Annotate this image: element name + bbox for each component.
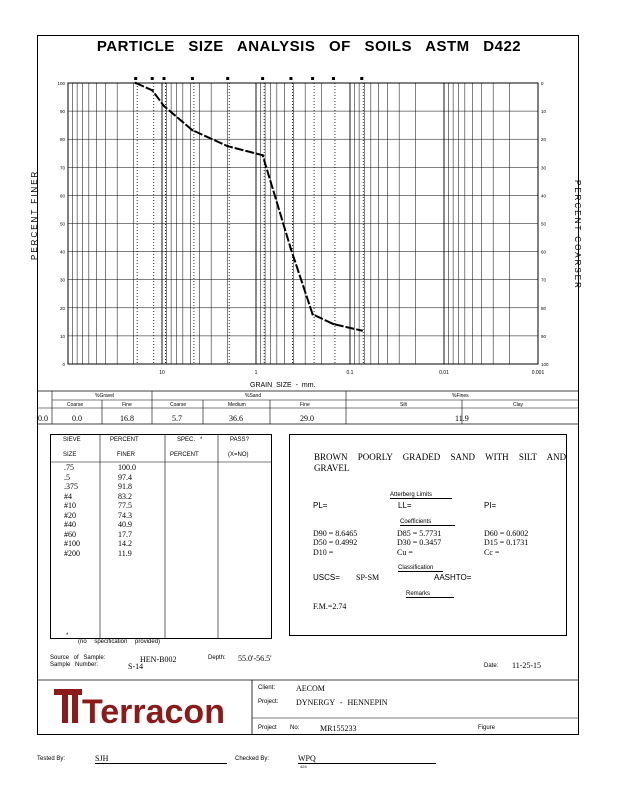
y-left-tick: 80 [59,137,65,143]
d15: D15 = 0.1731 [484,538,529,547]
logo-text: Terracon [82,693,225,731]
sieve-s3: PERCENT [170,452,199,458]
ll-label: LL= [398,501,412,510]
y-right-label: PERCENT COARSER [573,180,582,290]
sub-coarse-sand: Coarse [170,402,187,408]
sieve-size-4: #10 [64,501,76,510]
y-left-label: PERCENT FINER [30,169,39,260]
depth-value: 55.0'-56.5' [238,654,272,663]
sieve-h3: SPEC. [177,437,196,443]
cc: Cc = [484,548,500,557]
checked-value: WPQ [298,754,436,764]
sieve-h4: PASS? [230,437,249,443]
figure-label: Figure [478,725,496,731]
y-right-tick: 90 [541,333,547,339]
date-value: 11-25-15 [512,661,542,670]
sieve-s2: FINER [117,452,135,458]
y-left-tick: 40 [59,249,65,255]
sieve-size-5: #20 [64,510,76,520]
x-tick-label: 0.01 [439,370,449,376]
y-left-tick: 90 [59,109,65,115]
y-right-tick: 80 [541,305,547,311]
x-tick-label: 1 [254,370,258,376]
footnote-star: * [66,633,69,639]
projno-value: MR155233 [320,724,357,733]
data-point [227,145,229,147]
x-tick-label: 0.1 [346,370,354,376]
report-title: PARTICLE SIZE ANALYSIS OF SOILS ASTM D422 [96,38,522,55]
source-label: Source of Sample: [50,655,106,661]
data-point [361,329,363,331]
y-left-tick: 100 [57,81,65,86]
sieve-size-6: #40 [64,520,76,529]
gravel-header: %Gravel [95,393,115,399]
data-point [151,89,153,91]
y-left-tick: 70 [59,165,65,171]
data-point [163,105,165,107]
y-right-tick: 30 [541,165,547,171]
sieve-size-9: #200 [64,548,80,558]
y-left-tick: 50 [59,221,65,227]
sample-label: Sample Number: [50,662,99,668]
sand-header: %Sand [245,393,262,399]
sieve-sizes-col [64,463,80,558]
x-axis-label: GRAIN SIZE - mm. [250,382,316,389]
tested-label: Tested By: [37,756,66,762]
grad-sand-medium: 36.6 [229,414,243,423]
grad-lead: 0.0 [38,414,48,423]
sieve-size-2: .375 [64,482,78,491]
remarks-title: Remarks [406,591,454,598]
y-right-tick: 20 [541,137,547,143]
sieve-tick [162,77,165,80]
sieve-size-8: #100 [64,539,80,548]
sieve-tick [151,77,154,80]
sieve-tick [261,77,264,80]
y-right-tick: 70 [541,277,547,283]
class-title: Classification [398,565,443,572]
sub-fine-sand: Fine [300,402,310,408]
y-right-tick: 100 [541,362,549,367]
sieve-size-0: .75 [64,463,74,472]
y-left-tick: 60 [59,193,65,199]
x-tick-label: 0.001 [531,370,545,376]
source-value: HEN-B002 [140,655,177,664]
data-point [134,82,136,84]
client-value: AECOM [296,684,325,693]
pl-label: PL= [313,501,328,510]
sieve-tick [226,77,229,80]
gradation-curve [136,83,362,331]
data-point [290,248,292,250]
coef-title: Coefficients [400,519,455,526]
sub-coarse: Coarse [67,402,84,408]
sieve-finer-4: 77.5 [118,501,132,510]
y-right-tick: 60 [541,249,547,255]
d10: D10 = [313,548,334,557]
data-point [261,154,263,156]
soil-desc-2: GRAVEL [314,463,350,473]
sieve-size-1: .5 [64,472,70,482]
footnote: (no specification provided) [78,639,161,645]
sieve-finer-7: 17.7 [118,529,132,539]
sub-silt: Silt [400,402,407,408]
sub-clay: Clay [513,402,524,408]
project-label: Project: [258,699,279,705]
sieve-finer-6: 40.9 [118,520,132,529]
sieve-s1: SIZE [63,452,77,458]
fineness-modulus: F.M.=2.74 [313,602,347,611]
y-right-tick: 10 [541,109,547,115]
soil-desc-1: BROWN POORLY GRADED SAND WITH SILT AND [314,452,567,462]
logo-mark-icon [52,683,242,733]
sieve-tick [289,77,292,80]
data-point [332,323,334,325]
projno-label: Project [258,725,277,731]
y-left-tick: 30 [59,277,65,283]
sieve-s4: (X=NO) [228,452,249,458]
d90: D90 = 8.6465 [313,529,358,538]
grad-gravel-fine: 16.8 [120,414,134,423]
y-right-tick: 0 [541,81,544,86]
data-point [191,129,193,131]
data-point [311,313,313,315]
sieve-finer-5: 74.3 [118,510,132,520]
x-tick-label: 10 [159,370,165,376]
checked-sub: 424 [300,764,307,769]
d30: D30 = 0.3457 [397,538,442,547]
sieve-finer-col [118,463,136,558]
sieve-h1: SIEVE [63,437,81,443]
sieve-tick [191,77,194,80]
aashto-label: AASHTO= [434,573,472,582]
fines-header: %Fines [452,393,469,399]
terracon-logo [52,683,242,733]
sieve-finer-2: 91.8 [118,482,132,491]
grad-sand-fine: 29.0 [300,414,314,423]
atterberg-title: Atterberg Limits [390,492,452,499]
sieve-tick [360,77,363,80]
date-label: Date: [484,663,499,669]
uscs-value: SP-SM [356,573,380,582]
grad-fines: 11.9 [455,414,469,423]
y-left-tick: 20 [59,305,65,311]
client-label: Client: [258,685,276,691]
d60: D60 = 0.6002 [484,529,529,538]
y-right-tick: 50 [541,221,547,227]
sieve-tick [311,77,314,80]
sieve-finer-8: 14.2 [118,539,132,548]
grad-sand-coarse: 5.7 [172,414,182,423]
sieve-finer-1: 97.4 [118,472,132,482]
sieve-tick [134,77,137,80]
sieve-star: * [200,437,203,443]
sieve-tick [332,77,335,80]
sieve-size-7: #60 [64,529,76,539]
sieve-size-3: #4 [64,491,72,501]
sub-medium: Medium [228,402,246,408]
sample-value: S-14 [128,662,144,671]
cu: Cu = [397,548,413,557]
y-left-tick: 0 [62,362,65,367]
sieve-h2: PERCENT [110,437,139,443]
sieve-grid [50,434,272,639]
project-value: DYNERGY - HENNEPIN [296,698,388,707]
projno-mid: No: [290,725,300,731]
y-left-tick: 10 [59,333,65,339]
checked-label: Checked By: [235,756,270,762]
pi-label: PI= [484,501,497,510]
sub-fine: Fine [122,402,132,408]
depth-label: Depth: [208,655,226,661]
grad-gravel-coarse: 0.0 [72,414,82,423]
y-right-tick: 40 [541,193,547,199]
uscs-label: USCS= [313,573,340,582]
sieve-finer-9: 11.9 [118,548,132,558]
d85: D85 = 5.7731 [397,529,442,538]
sieve-finer-0: 100.0 [118,463,136,472]
tested-value: SJH [95,754,227,764]
sieve-finer-3: 83.2 [118,491,132,501]
d50: D50 = 0.4992 [313,538,358,547]
